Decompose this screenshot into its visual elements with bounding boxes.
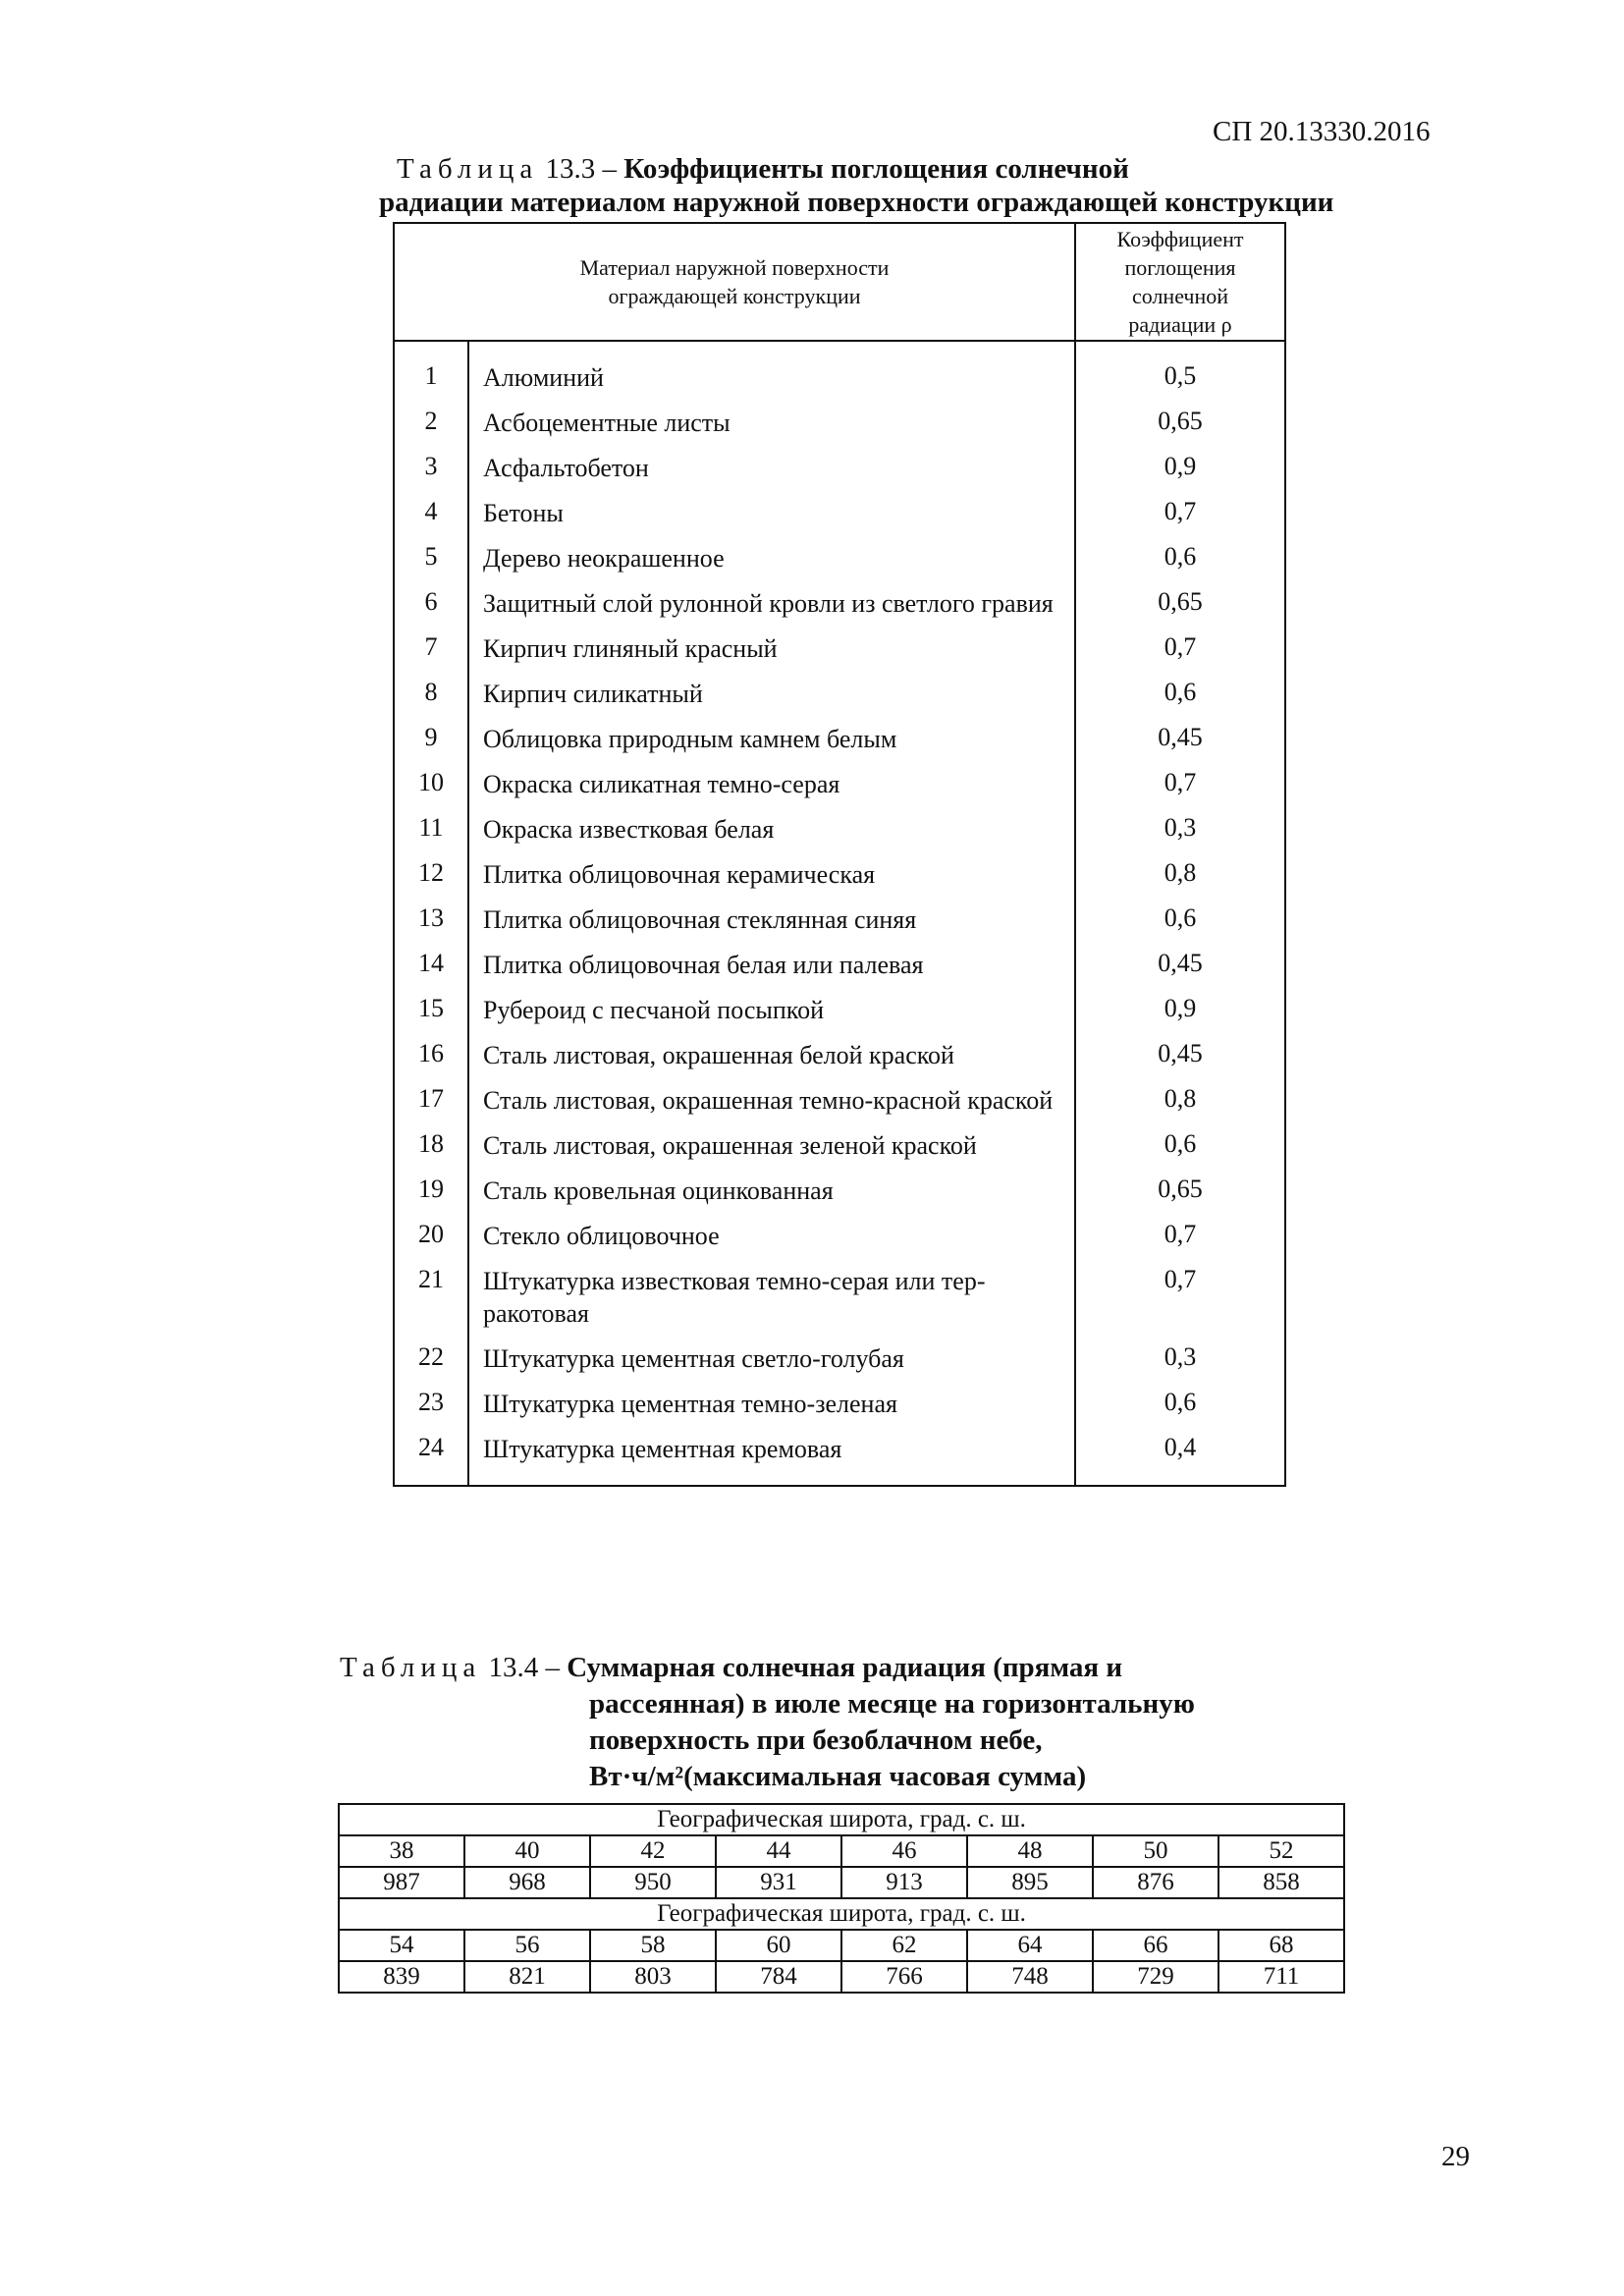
table-row — [394, 723, 1285, 768]
radiation-cell: 784 — [716, 1961, 841, 1993]
radiation-cell: 987 — [339, 1867, 464, 1898]
table1-number: 13.3 – — [545, 153, 618, 185]
row-number: 18 — [394, 1129, 468, 1175]
row-coefficient: 0,7 — [1075, 497, 1285, 542]
row-material: Сталь кровельная оцинкованная — [468, 1175, 1075, 1220]
column-header-coefficient: Коэффициент поглощения солнечной радиации ρ — [1075, 223, 1285, 341]
row-coefficient: 0,9 — [1075, 994, 1285, 1039]
row-number: 8 — [394, 678, 468, 723]
table-row — [394, 497, 1285, 542]
table-row — [394, 903, 1285, 949]
latitude-cell: 68 — [1218, 1930, 1344, 1961]
row-material: Штукатурка известковая темно-серая или тер-ракотовая — [468, 1265, 1075, 1342]
row-number: 19 — [394, 1175, 468, 1220]
row-coefficient: 0,6 — [1075, 903, 1285, 949]
row-coefficient: 0,65 — [1075, 587, 1285, 632]
row-number: 16 — [394, 1039, 468, 1084]
row-coefficient: 0,6 — [1075, 542, 1285, 587]
latitude-cell: 50 — [1093, 1835, 1218, 1867]
radiation-cell: 895 — [967, 1867, 1093, 1898]
row-number: 2 — [394, 407, 468, 452]
latitude-row — [339, 1835, 1344, 1867]
table-row — [394, 768, 1285, 813]
absorption-coefficient-table — [393, 222, 1286, 1487]
table-row — [394, 1433, 1285, 1486]
radiation-cell: 839 — [339, 1961, 464, 1993]
radiation-row — [339, 1961, 1344, 1993]
row-coefficient: 0,45 — [1075, 723, 1285, 768]
latitude-cell: 42 — [590, 1835, 716, 1867]
table-row — [394, 949, 1285, 994]
table-row — [394, 1175, 1285, 1220]
row-number: 7 — [394, 632, 468, 678]
table-row — [394, 542, 1285, 587]
row-material: Плитка облицовочная белая или палевая — [468, 949, 1075, 994]
table-row — [394, 452, 1285, 497]
row-coefficient: 0,4 — [1075, 1433, 1285, 1486]
row-coefficient: 0,5 — [1075, 341, 1285, 407]
radiation-cell: 748 — [967, 1961, 1093, 1993]
row-material: Защитный слой рулонной кровли из светлого гравия — [468, 587, 1075, 632]
row-coefficient: 0,65 — [1075, 1175, 1285, 1220]
row-material: Штукатурка цементная темно-зеленая — [468, 1388, 1075, 1433]
table2-title-line4: Вт·ч/м²(максимальная часовая сумма) — [589, 1761, 1087, 1792]
latitude-cell: 60 — [716, 1930, 841, 1961]
table-row — [394, 813, 1285, 858]
radiation-cell: 711 — [1218, 1961, 1344, 1993]
row-coefficient: 0,9 — [1075, 452, 1285, 497]
row-coefficient: 0,7 — [1075, 1265, 1285, 1342]
radiation-cell: 766 — [841, 1961, 967, 1993]
row-coefficient: 0,45 — [1075, 949, 1285, 994]
latitude-cell: 46 — [841, 1835, 967, 1867]
table1-title-line1: Коэффициенты поглощения солнечной — [623, 153, 1129, 185]
radiation-cell: 729 — [1093, 1961, 1218, 1993]
row-coefficient: 0,8 — [1075, 858, 1285, 903]
row-coefficient: 0,7 — [1075, 632, 1285, 678]
radiation-cell: 858 — [1218, 1867, 1344, 1898]
radiation-cell: 950 — [590, 1867, 716, 1898]
table-row — [394, 994, 1285, 1039]
latitude-cell: 54 — [339, 1930, 464, 1961]
row-material: Кирпич силикатный — [468, 678, 1075, 723]
table-row — [394, 678, 1285, 723]
row-material: Штукатурка цементная светло-голубая — [468, 1342, 1075, 1388]
row-number: 4 — [394, 497, 468, 542]
radiation-row — [339, 1867, 1344, 1898]
table-row — [394, 341, 1285, 407]
latitude-cell: 66 — [1093, 1930, 1218, 1961]
row-number: 14 — [394, 949, 468, 994]
table-row — [394, 1084, 1285, 1129]
table2-title — [340, 1650, 1195, 1795]
row-coefficient: 0,6 — [1075, 678, 1285, 723]
table-row — [394, 1342, 1285, 1388]
radiation-cell: 968 — [464, 1867, 590, 1898]
row-material: Асфальтобетон — [468, 452, 1075, 497]
row-coefficient: 0,7 — [1075, 1220, 1285, 1265]
row-material: Стекло облицовочное — [468, 1220, 1075, 1265]
row-material: Асбоцементные листы — [468, 407, 1075, 452]
row-number: 1 — [394, 341, 468, 407]
latitude-cell: 48 — [967, 1835, 1093, 1867]
row-coefficient: 0,6 — [1075, 1129, 1285, 1175]
row-material: Кирпич глиняный красный — [468, 632, 1075, 678]
table-row — [394, 1388, 1285, 1433]
table2-title-line1: Суммарная солнечная радиация (прямая и — [567, 1652, 1123, 1683]
row-coefficient: 0,3 — [1075, 1342, 1285, 1388]
row-material: Облицовка природным камнем белым — [468, 723, 1075, 768]
column-header-material: Материал наружной поверхности ограждающей конструкции — [394, 223, 1075, 341]
document-code: СП 20.13330.2016 — [1213, 116, 1431, 147]
row-number: 13 — [394, 903, 468, 949]
radiation-cell: 931 — [716, 1867, 841, 1898]
table-row — [394, 587, 1285, 632]
row-number: 12 — [394, 858, 468, 903]
table-row — [394, 858, 1285, 903]
table2-label: Таблица — [340, 1652, 482, 1683]
row-number: 11 — [394, 813, 468, 858]
row-material: Рубероид с песчаной посыпкой — [468, 994, 1075, 1039]
page-number: 29 — [1441, 2141, 1470, 2172]
row-coefficient: 0,3 — [1075, 813, 1285, 858]
latitude-header: Географическая широта, град. с. ш. — [339, 1898, 1344, 1930]
table-row — [394, 407, 1285, 452]
row-coefficient: 0,65 — [1075, 407, 1285, 452]
latitude-cell: 58 — [590, 1930, 716, 1961]
latitude-header: Географическая широта, град. с. ш. — [339, 1804, 1344, 1835]
row-material: Алюминий — [468, 341, 1075, 407]
latitude-cell: 40 — [464, 1835, 590, 1867]
table-row — [394, 1265, 1285, 1342]
row-coefficient: 0,7 — [1075, 768, 1285, 813]
row-number: 5 — [394, 542, 468, 587]
table-row — [394, 1129, 1285, 1175]
latitude-row — [339, 1930, 1344, 1961]
radiation-cell: 876 — [1093, 1867, 1218, 1898]
row-material: Дерево неокрашенное — [468, 542, 1075, 587]
table1-label: Таблица — [397, 153, 539, 185]
table1-title-line2: радиации материалом наружной поверхности ограждающей конструкции — [379, 187, 1334, 218]
row-number: 24 — [394, 1433, 468, 1486]
table1-title — [379, 151, 1400, 187]
radiation-cell: 803 — [590, 1961, 716, 1993]
row-number: 9 — [394, 723, 468, 768]
table2-number: 13.4 – — [488, 1652, 561, 1683]
row-material: Бетоны — [468, 497, 1075, 542]
solar-radiation-table — [338, 1803, 1345, 1994]
radiation-cell: 821 — [464, 1961, 590, 1993]
latitude-cell: 38 — [339, 1835, 464, 1867]
row-material: Сталь листовая, окрашенная зеленой краской — [468, 1129, 1075, 1175]
table-row — [394, 632, 1285, 678]
radiation-cell: 913 — [841, 1867, 967, 1898]
row-number: 6 — [394, 587, 468, 632]
row-number: 3 — [394, 452, 468, 497]
row-number: 21 — [394, 1265, 468, 1342]
table-row — [394, 1039, 1285, 1084]
latitude-cell: 52 — [1218, 1835, 1344, 1867]
row-material: Штукатурка цементная кремовая — [468, 1433, 1075, 1486]
row-material: Сталь листовая, окрашенная белой краской — [468, 1039, 1075, 1084]
row-material: Плитка облицовочная стеклянная синяя — [468, 903, 1075, 949]
latitude-cell: 62 — [841, 1930, 967, 1961]
latitude-cell: 44 — [716, 1835, 841, 1867]
row-material: Сталь листовая, окрашенная темно-красной краской — [468, 1084, 1075, 1129]
row-number: 22 — [394, 1342, 468, 1388]
table2-title-line3: поверхность при безоблачном небе, — [589, 1724, 1043, 1756]
row-material: Окраска известковая белая — [468, 813, 1075, 858]
row-material: Окраска силикатная темно-серая — [468, 768, 1075, 813]
row-number: 23 — [394, 1388, 468, 1433]
row-number: 17 — [394, 1084, 468, 1129]
table2-title-line2: рассеянная) в июле месяце на горизонтальную — [589, 1688, 1195, 1720]
row-material: Плитка облицовочная керамическая — [468, 858, 1075, 903]
latitude-cell: 64 — [967, 1930, 1093, 1961]
row-number: 15 — [394, 994, 468, 1039]
table-row — [394, 1220, 1285, 1265]
row-coefficient: 0,8 — [1075, 1084, 1285, 1129]
latitude-cell: 56 — [464, 1930, 590, 1961]
row-coefficient: 0,45 — [1075, 1039, 1285, 1084]
row-coefficient: 0,6 — [1075, 1388, 1285, 1433]
row-number: 10 — [394, 768, 468, 813]
row-number: 20 — [394, 1220, 468, 1265]
